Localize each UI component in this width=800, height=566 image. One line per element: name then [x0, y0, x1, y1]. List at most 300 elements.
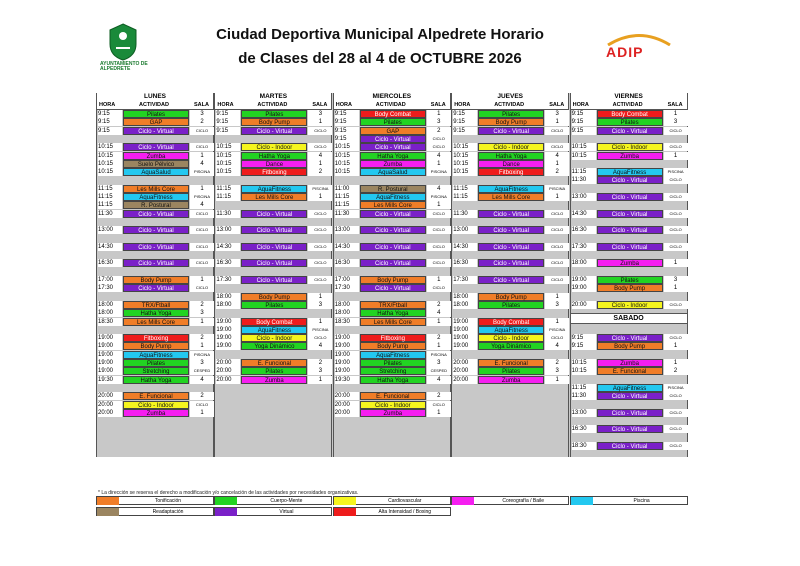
class-time: 19:00	[453, 342, 477, 350]
class-room: 1	[545, 118, 569, 126]
class-room: CICLO	[190, 401, 214, 409]
class-room: CICLO	[308, 276, 332, 284]
class-activity: Ciclo - Virtual	[478, 210, 544, 218]
class-activity: Pilates	[478, 301, 544, 309]
class-room: 2	[190, 118, 214, 126]
legend-swatch	[452, 497, 474, 505]
class-room: 2	[664, 367, 688, 375]
class-time: 19:30	[335, 376, 359, 384]
class-room: PISCINA	[190, 351, 214, 359]
header	[0, 0, 800, 90]
class-row	[571, 210, 687, 218]
class-row	[97, 359, 213, 367]
class-row	[334, 243, 450, 251]
class-room: 1	[664, 110, 688, 118]
class-activity: Ciclo - Virtual	[360, 284, 426, 292]
class-room: CICLO	[190, 127, 214, 135]
class-row	[334, 143, 450, 151]
class-activity: Fitboxing	[241, 168, 307, 176]
class-activity: Zumba	[360, 160, 426, 168]
class-row	[97, 160, 213, 168]
class-room: CICLO	[427, 226, 451, 234]
class-time: 11:15	[98, 201, 122, 209]
class-row	[571, 284, 687, 292]
day-column-viernes	[570, 93, 688, 457]
class-time: 14:30	[335, 243, 359, 251]
class-time: 10:15	[216, 168, 240, 176]
class-activity: Hatha Yoga	[360, 376, 426, 384]
class-time: 14:30	[572, 210, 596, 218]
class-time: 20:00	[216, 367, 240, 375]
class-room: 2	[308, 168, 332, 176]
col-header-hora: HORA	[454, 102, 471, 108]
class-time: 19:00	[572, 276, 596, 284]
col-header-actividad: ACTIVIDAD	[375, 102, 406, 108]
class-time: 19:00	[216, 334, 240, 342]
class-row	[334, 210, 450, 218]
class-room: 2	[545, 168, 569, 176]
class-room: CICLO	[545, 143, 569, 151]
class-activity: Body Pump	[360, 342, 426, 350]
class-row	[215, 334, 331, 342]
class-room: CICLO	[427, 401, 451, 409]
legend-swatch	[215, 508, 237, 516]
class-activity: Ciclo - Virtual	[597, 193, 663, 201]
class-time: 10:15	[335, 152, 359, 160]
class-room: 1	[190, 318, 214, 326]
class-room: PISCINA	[190, 168, 214, 176]
class-room: 4	[190, 376, 214, 384]
class-row	[571, 152, 687, 160]
class-row	[334, 168, 450, 176]
class-activity: Body Pump	[597, 284, 663, 292]
day-heading: MARTES	[215, 93, 331, 102]
class-time: 13:00	[453, 226, 477, 234]
class-time: 11:15	[572, 384, 596, 392]
class-row	[571, 168, 687, 176]
class-row	[215, 152, 331, 160]
class-row	[334, 127, 450, 135]
class-room: 4	[427, 152, 451, 160]
class-room: PISCINA	[190, 193, 214, 201]
class-time: 10:15	[572, 152, 596, 160]
legend-item	[96, 507, 214, 516]
class-row	[97, 367, 213, 375]
class-activity: Zumba	[597, 152, 663, 160]
class-room: CESPED	[190, 367, 214, 375]
class-activity: Pilates	[360, 118, 426, 126]
class-room: 3	[308, 301, 332, 309]
class-row	[97, 152, 213, 160]
class-activity: Ciclo - Virtual	[597, 176, 663, 184]
class-activity: Les Mills Core	[123, 185, 189, 193]
class-activity: GAP	[123, 118, 189, 126]
class-time: 18:00	[98, 301, 122, 309]
class-room: 1	[308, 376, 332, 384]
class-room: CICLO	[190, 259, 214, 267]
class-row	[97, 392, 213, 400]
class-time: 17:30	[335, 284, 359, 292]
class-time: 11:15	[335, 201, 359, 209]
class-time: 10:15	[453, 143, 477, 151]
column-headers	[334, 101, 450, 110]
class-row	[452, 210, 568, 218]
class-activity: Pilates	[241, 367, 307, 375]
class-activity: Ciclo - Virtual	[123, 284, 189, 292]
class-time: 9:15	[572, 110, 596, 118]
class-room: CICLO	[664, 301, 688, 309]
class-time: 19:00	[335, 351, 359, 359]
class-row	[571, 110, 687, 118]
class-row	[215, 193, 331, 201]
class-activity: Body Pump	[241, 118, 307, 126]
class-room: PISCINA	[545, 326, 569, 334]
class-row	[452, 226, 568, 234]
class-row	[97, 409, 213, 417]
class-activity: Ciclo - Virtual	[123, 210, 189, 218]
legend-label: Piscina	[633, 498, 650, 504]
day-heading: JUEVES	[452, 93, 568, 102]
col-header-sala: SALA	[667, 102, 683, 108]
class-time: 19:00	[98, 351, 122, 359]
class-room: 3	[190, 359, 214, 367]
class-activity: Ciclo - Virtual	[597, 392, 663, 400]
class-time: 18:00	[216, 301, 240, 309]
class-row	[452, 334, 568, 342]
day-heading: MIERCOLES	[334, 93, 450, 102]
class-row	[334, 351, 450, 359]
class-room: CICLO	[664, 143, 688, 151]
class-time: 11:15	[335, 193, 359, 201]
class-row	[571, 409, 687, 417]
class-time: 11:00	[335, 185, 359, 193]
class-time: 11:15	[98, 185, 122, 193]
class-room: 3	[664, 276, 688, 284]
class-room: 1	[545, 160, 569, 168]
class-time: 9:15	[216, 110, 240, 118]
class-room: 4	[427, 185, 451, 193]
class-time: 13:00	[572, 409, 596, 417]
class-row	[334, 359, 450, 367]
class-time: 10:15	[572, 143, 596, 151]
class-room: CICLO	[427, 210, 451, 218]
class-room: 1	[545, 193, 569, 201]
class-room: 1	[427, 160, 451, 168]
class-activity: R. Postural	[360, 185, 426, 193]
class-time: 10:15	[572, 367, 596, 375]
class-time: 10:15	[335, 143, 359, 151]
class-time: 11:15	[216, 185, 240, 193]
class-row	[334, 284, 450, 292]
class-room: 3	[190, 110, 214, 118]
class-room: PISCINA	[545, 185, 569, 193]
legend-label: Cardiovascular	[388, 498, 422, 504]
class-room: CICLO	[545, 226, 569, 234]
legend-label: Cuerpo-Mente	[270, 498, 303, 504]
class-row	[215, 118, 331, 126]
class-time: 19:00	[216, 342, 240, 350]
class-activity: TRX/Ftball	[360, 301, 426, 309]
class-activity: AquaFitness	[597, 384, 663, 392]
column-headers	[452, 101, 568, 110]
class-time: 18:00	[335, 309, 359, 317]
class-row	[97, 185, 213, 193]
class-activity: Hatha Yoga	[360, 309, 426, 317]
class-time: 20:00	[98, 392, 122, 400]
class-room: 1	[308, 193, 332, 201]
class-room: 4	[190, 201, 214, 209]
class-row	[452, 259, 568, 267]
class-time: 10:15	[216, 160, 240, 168]
class-row	[334, 318, 450, 326]
class-activity: Suelo Pélvico	[123, 160, 189, 168]
class-activity: Body Pump	[478, 293, 544, 301]
class-time: 9:15	[572, 334, 596, 342]
col-header-actividad: ACTIVIDAD	[494, 102, 525, 108]
col-header-hora: HORA	[99, 102, 116, 108]
class-row	[215, 276, 331, 284]
class-time: 18:00	[216, 293, 240, 301]
class-activity: Dance	[478, 160, 544, 168]
class-row	[571, 176, 687, 184]
class-time: 18:00	[98, 309, 122, 317]
class-time: 20:00	[453, 376, 477, 384]
class-time: 13:00	[216, 226, 240, 234]
legend-swatch	[97, 497, 119, 505]
class-room: 1	[427, 318, 451, 326]
class-room: CICLO	[545, 210, 569, 218]
class-row	[97, 334, 213, 342]
class-room: 2	[308, 359, 332, 367]
class-activity: Ciclo - Virtual	[123, 127, 189, 135]
class-room: 2	[190, 301, 214, 309]
disclaimer-note: * La dirección se reserva el derecho a modificación y/o cancelación de las actividades por necesidades organizativas.	[98, 490, 359, 496]
class-time: 10:15	[98, 152, 122, 160]
class-time: 9:15	[335, 118, 359, 126]
class-room: 1	[664, 284, 688, 292]
class-time: 19:00	[216, 326, 240, 334]
class-time: 11:15	[453, 193, 477, 201]
class-activity: Ciclo - Virtual	[597, 409, 663, 417]
class-time: 20:00	[98, 409, 122, 417]
class-time: 19:30	[98, 376, 122, 384]
class-time: 20:00	[572, 301, 596, 309]
class-row	[334, 367, 450, 375]
class-row	[334, 185, 450, 193]
legend-item	[214, 496, 332, 505]
class-room: 4	[308, 152, 332, 160]
legend-label: Alta Intensidad / Boxing	[378, 509, 432, 515]
class-activity: Les Mills Core	[123, 318, 189, 326]
class-row	[215, 143, 331, 151]
class-time: 19:00	[98, 367, 122, 375]
column-headers	[571, 101, 687, 110]
class-time: 18:00	[335, 301, 359, 309]
schedule-grid	[96, 93, 688, 457]
legend-label: Tonificación	[154, 498, 182, 504]
class-activity: E. Funcional	[123, 392, 189, 400]
class-time: 19:00	[335, 359, 359, 367]
class-activity: Body Pump	[478, 118, 544, 126]
class-activity: Ciclo - Indoor	[478, 143, 544, 151]
class-activity: Ciclo - Virtual	[597, 210, 663, 218]
class-time: 19:00	[335, 342, 359, 350]
class-activity: Ciclo - Virtual	[241, 226, 307, 234]
class-room: 1	[190, 152, 214, 160]
class-row	[452, 342, 568, 350]
class-time: 10:15	[98, 143, 122, 151]
class-room: CICLO	[664, 176, 688, 184]
class-room: CICLO	[308, 334, 332, 342]
class-row	[215, 210, 331, 218]
class-row	[97, 301, 213, 309]
col-header-hora: HORA	[217, 102, 234, 108]
class-activity: Ciclo - Virtual	[597, 442, 663, 450]
column-headers	[215, 101, 331, 110]
class-time: 17:30	[216, 276, 240, 284]
class-activity: AquaFitness	[478, 326, 544, 334]
day-column-miercoles	[333, 93, 451, 457]
class-room: CICLO	[190, 243, 214, 251]
class-row	[334, 160, 450, 168]
class-row	[334, 135, 450, 143]
class-row	[97, 401, 213, 409]
class-time: 20:00	[335, 401, 359, 409]
class-row	[97, 243, 213, 251]
class-room: 1	[308, 293, 332, 301]
col-header-actividad: ACTIVIDAD	[257, 102, 288, 108]
class-room: 4	[545, 342, 569, 350]
class-time: 11:15	[216, 193, 240, 201]
class-time: 19:00	[216, 318, 240, 326]
class-room: PISCINA	[664, 168, 688, 176]
col-header-sala: SALA	[194, 102, 209, 108]
class-activity: Zumba	[241, 376, 307, 384]
class-row	[571, 442, 687, 450]
class-activity: Pilates	[241, 110, 307, 118]
class-time: 9:15	[453, 110, 477, 118]
class-room: 1	[308, 118, 332, 126]
class-activity: Ciclo - Virtual	[597, 425, 663, 433]
class-activity: Ciclo - Virtual	[597, 127, 663, 135]
legend-item	[96, 496, 214, 505]
class-room: CICLO	[190, 143, 214, 151]
class-row	[452, 185, 568, 193]
class-row	[452, 193, 568, 201]
class-row	[97, 309, 213, 317]
class-activity: Body Combat	[597, 110, 663, 118]
class-activity: Ciclo - Virtual	[123, 243, 189, 251]
class-row	[334, 309, 450, 317]
class-activity: Zumba	[123, 409, 189, 417]
class-room: 2	[190, 334, 214, 342]
class-room: CICLO	[427, 284, 451, 292]
class-room: PISCINA	[664, 384, 688, 392]
class-activity: Ciclo - Indoor	[597, 143, 663, 151]
class-row	[97, 351, 213, 359]
class-room: 3	[545, 110, 569, 118]
class-time: 9:15	[335, 127, 359, 135]
class-row	[452, 152, 568, 160]
class-row	[334, 334, 450, 342]
class-time: 10:15	[216, 143, 240, 151]
legend-item	[333, 507, 451, 516]
class-time: 16:30	[453, 259, 477, 267]
class-room: CICLO	[308, 259, 332, 267]
class-time: 20:00	[453, 359, 477, 367]
day-heading-sabado: SABADO	[571, 313, 687, 324]
class-room: CICLO	[664, 193, 688, 201]
class-row	[97, 318, 213, 326]
class-row	[571, 127, 687, 135]
class-time: 11:15	[98, 193, 122, 201]
class-activity: Body Combat	[360, 110, 426, 118]
class-room: PISCINA	[308, 185, 332, 193]
class-activity: Ciclo - Virtual	[360, 243, 426, 251]
class-time: 20:00	[453, 367, 477, 375]
class-row	[97, 342, 213, 350]
class-time: 9:15	[572, 127, 596, 135]
class-activity: Pilates	[360, 359, 426, 367]
class-activity: E. Funcional	[241, 359, 307, 367]
class-row	[452, 276, 568, 284]
class-time: 14:30	[453, 243, 477, 251]
class-room: 1	[545, 293, 569, 301]
class-row	[215, 326, 331, 334]
class-room: 3	[427, 359, 451, 367]
class-row	[571, 367, 687, 375]
class-row	[97, 284, 213, 292]
class-row	[452, 143, 568, 151]
class-activity: Fitboxing	[360, 334, 426, 342]
class-room: CICLO	[190, 210, 214, 218]
class-time: 9:15	[335, 135, 359, 143]
class-activity: Hatha Yoga	[123, 309, 189, 317]
class-room: 2	[427, 392, 451, 400]
class-time: 9:15	[572, 118, 596, 126]
class-time: 10:15	[453, 160, 477, 168]
class-row	[97, 193, 213, 201]
class-activity: Ciclo - Indoor	[478, 334, 544, 342]
class-activity: Pilates	[597, 118, 663, 126]
class-room: 1	[190, 185, 214, 193]
class-time: 10:15	[98, 160, 122, 168]
class-room: CICLO	[664, 226, 688, 234]
class-room: CICLO	[664, 210, 688, 218]
class-activity: Ciclo - Virtual	[597, 226, 663, 234]
class-time: 19:00	[98, 359, 122, 367]
class-time: 11:30	[572, 176, 596, 184]
class-room: PISCINA	[427, 193, 451, 201]
class-activity: Ciclo - Virtual	[478, 276, 544, 284]
class-time: 16:30	[572, 226, 596, 234]
class-room: 4	[545, 152, 569, 160]
col-header-hora: HORA	[572, 102, 589, 108]
class-room: PISCINA	[308, 326, 332, 334]
class-time: 18:00	[572, 259, 596, 267]
class-row	[334, 342, 450, 350]
class-time: 20:00	[216, 376, 240, 384]
class-row	[334, 409, 450, 417]
class-room: 1	[427, 276, 451, 284]
class-time: 10:15	[335, 168, 359, 176]
class-activity: Ciclo - Virtual	[123, 226, 189, 234]
class-row	[215, 376, 331, 384]
class-row	[571, 243, 687, 251]
class-room: CICLO	[545, 276, 569, 284]
class-room: 3	[427, 118, 451, 126]
class-room: 1	[427, 201, 451, 209]
